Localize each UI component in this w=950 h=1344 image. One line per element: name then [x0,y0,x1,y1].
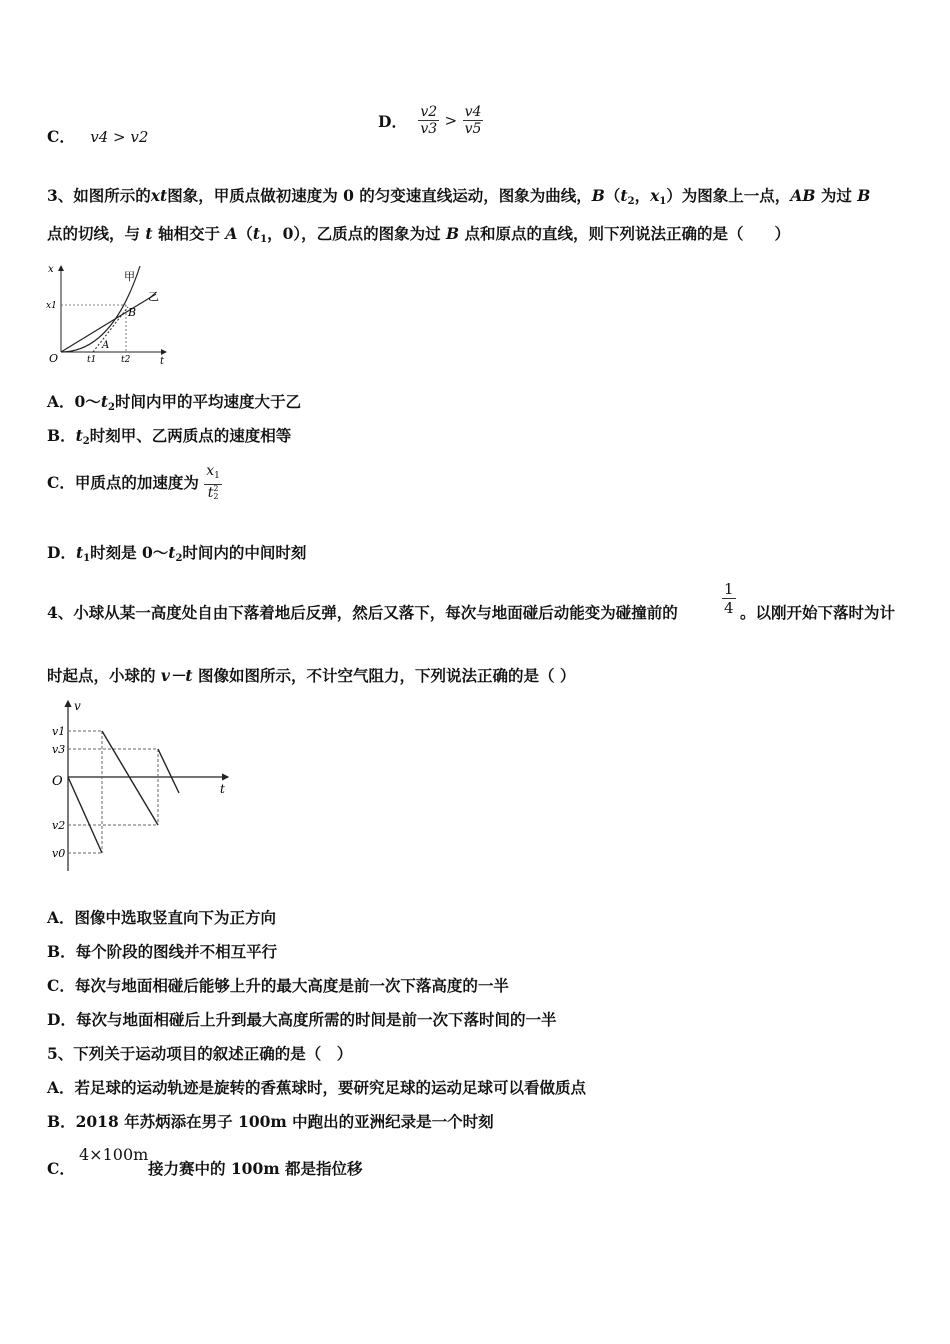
top-option-c-expr: v4 > v2 [90,128,149,146]
q3-x1-label: x1 [46,301,57,311]
q3-axis-t-label: t [160,356,165,367]
q4-text: 。以刚开始下落时为计 [740,603,896,622]
q3-option-c-fraction [204,463,222,501]
frac-sup: 2 [213,484,219,493]
q4-segment-3 [158,749,179,793]
q3-option-a-sub: 2 [107,402,115,413]
q4-text: 时起点，小球的 [47,666,161,685]
q4-v1-label: v1 [52,725,66,738]
top-option-d-left-fraction [418,104,439,137]
q3-option-b-text: 时刻甲、乙两质点的速度相等 [89,426,292,445]
q3-b-label: B [128,306,137,319]
q3-sub: 1 [260,234,268,245]
frac-sub: 2 [213,492,219,501]
q4-fraction-den: 4 [724,599,734,617]
q3-origin-label: O [49,352,59,365]
q3-option-b [47,426,291,452]
q3-option-b-t: t [75,426,83,445]
q3-option-d-t: t [75,543,84,562]
q4-option-a: A．图像中选取竖直向下为正方向 [47,908,277,927]
q3-option-d-text: 时刻是 0～ [90,543,169,562]
q3-option-c [47,463,222,501]
q3-option-d [47,543,306,569]
q5-option-a: A．若足球的运动轨迹是旋转的香蕉球时，要研究足球的运动足球可以看做质点 [47,1078,587,1097]
q4-v3-label: v3 [52,743,66,756]
q3-text: 3、如图所示的 [47,186,151,205]
q3-text: 轴相交于 [152,224,226,243]
q3-t: t [620,186,628,205]
q4-origin-label: O [52,774,63,789]
q4-fraction [722,580,736,617]
q3-option-b-sub: 2 [82,436,90,447]
q3-axis-x-label: x [48,264,54,275]
q4-segment-1 [68,777,102,853]
q4-option-b: B．每个阶段的图线并不相互平行 [47,942,278,961]
q3-point-a: A [225,224,238,243]
q5-option-c-label: C． [47,1159,75,1178]
q5-option-b: B．2018 年苏炳添在男子 100m 中跑出的亚洲纪录是一个时刻 [47,1112,494,1131]
top-option-d [378,104,483,137]
d-left-numerator: v2 [420,104,438,120]
q3-option-d-t: t [168,543,176,562]
q3-yi-label: 乙 [148,290,159,303]
q5-stem: 5、下列关于运动项目的叙述正确的是（ ） [47,1044,353,1063]
q3-option-a [47,392,301,418]
q3-stem-line2 [47,224,790,250]
q3-sub: 1 [659,196,667,207]
d-right-denominator: v5 [464,121,482,137]
q3-option-d-sub: 2 [175,553,183,564]
q4-stem-line1 [47,603,678,623]
q3-option-d-sub: 1 [83,553,91,564]
q4-v2-label: v2 [52,819,66,832]
q3-stem-line1 [47,186,870,212]
q4-text: 4、小球从某一高度处自由下落着地后反弹，然后又落下，每次与地面碰后动能变为碰撞前的 [47,603,678,622]
q3-ab: AB [790,186,816,205]
q3-option-a-text: A．0～ [47,392,101,411]
q3-xt-graph [42,258,172,368]
q3-option-c-denominator [204,485,222,501]
q4-option-c: C．每次与地面相碰后能够上升的最大高度是前一次下落高度的一半 [47,976,509,995]
q4-text: 图像如图所示，不计空气阻力，下列说法正确的是（ ） [192,666,576,685]
q3-text: 点和原点的直线，则下列说法正确的是（ ） [459,224,791,243]
q4-vt: v－t [160,666,193,685]
q3-text: （ [604,186,621,205]
q4-stem-line2 [47,666,575,686]
q3-text: （ [237,224,253,243]
frac-sub: 1 [214,471,220,481]
q3-text: ，0），乙质点的图象为过 [267,224,446,243]
q5-option-c-math: 4×100m [79,1145,149,1164]
d-gt-sign: > [444,111,458,130]
q4-stem-line1-end [740,603,895,623]
q5-option-c-text: 接力赛中的 100m 都是指位移 [148,1159,363,1178]
d-left-denominator: v3 [420,121,438,137]
q3-option-c-text: C．甲质点的加速度为 [47,473,199,492]
q3-option-d-text: D． [47,543,76,562]
q4-vt-graph [46,697,236,877]
frac-t: t [207,485,214,501]
q3-sub: 2 [627,196,635,207]
q3-xt: xt [150,186,168,205]
q3-text: 点的切线，与 [47,224,146,243]
top-option-c-label: C． [47,127,75,146]
q3-option-a-text: 时间内甲的平均速度大于乙 [114,392,301,411]
q3-option-b-text: B． [47,426,76,445]
q4-option-d: D．每次与地面相碰后上升到最大高度所需的时间是前一次下落时间的一半 [47,1010,557,1029]
q3-t1-label: t1 [87,355,97,365]
q3-t: t [145,224,153,243]
q3-t: t [252,224,261,243]
q3-x: x [650,186,660,205]
q4-segment-2 [102,731,158,825]
d-right-numerator: v4 [464,104,482,120]
q3-text: ， [634,186,651,205]
q3-a-label: A [102,340,110,351]
q3-text: 为过 [815,186,858,205]
q4-axis-v-label: v [74,699,81,713]
q4-v0-label: v0 [52,847,66,860]
q3-jia-label: 甲 [124,270,135,283]
q3-point-b: B [591,186,605,205]
q3-point-b: B [857,186,871,205]
q4-fraction-num: 1 [724,580,734,598]
q4-axis-t-label: t [220,782,225,796]
frac-x: x [206,463,215,479]
top-option-d-right-fraction [463,104,484,137]
q3-option-d-text: 时间内的中间时刻 [182,543,307,562]
q3-text: ）为图象上一点， [666,186,791,205]
q3-t2-label: t2 [121,355,131,365]
q3-option-c-numerator [204,463,222,485]
q3-point-b: B [446,224,460,243]
q3-text: 图象，甲质点做初速度为 0 的匀变速直线运动，图象为曲线， [167,186,592,205]
q3-option-a-t: t [100,392,108,411]
top-option-d-label: D． [378,111,407,131]
top-option-c [47,127,148,147]
